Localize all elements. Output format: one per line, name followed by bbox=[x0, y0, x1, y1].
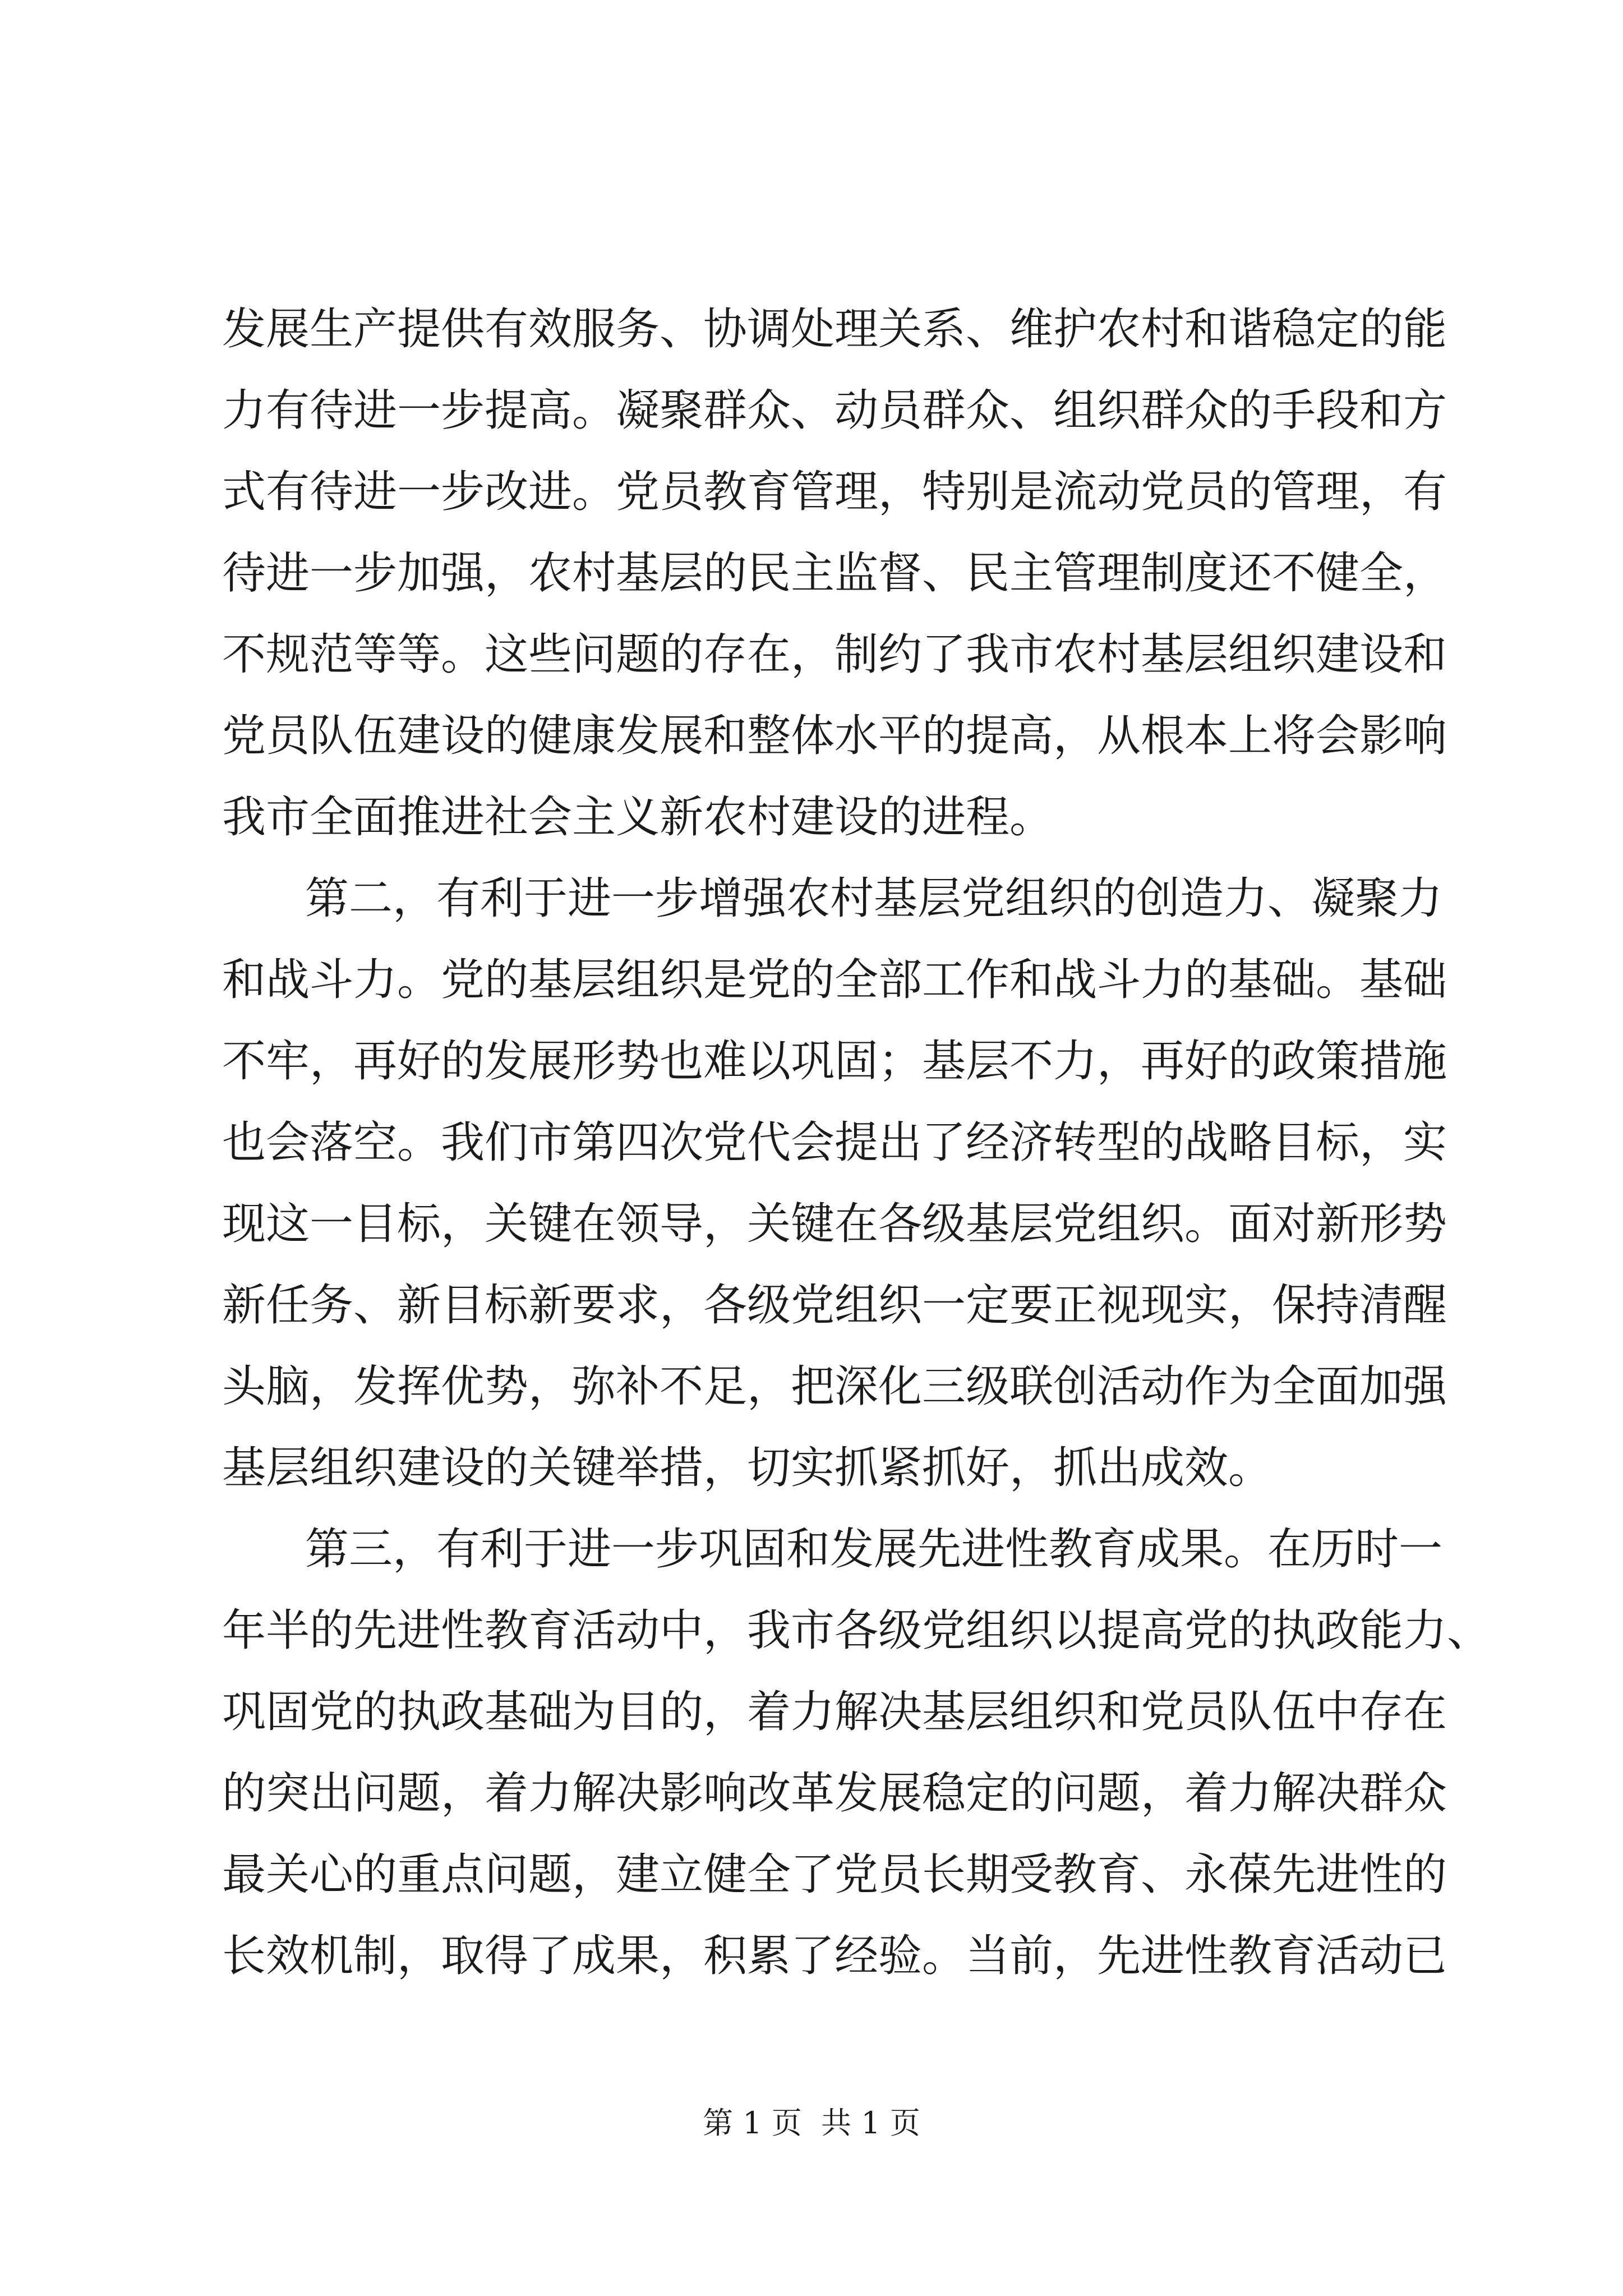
text-line-2: 力有待进一步提高。凝聚群众、动员群众、组织群众的手段和方 bbox=[222, 385, 1447, 436]
text-line-4: 待进一步加强，农村基层的民主监督、民主管理制度还不健全， bbox=[222, 548, 1447, 599]
text-line-14: 头脑，发挥优势，弥补不足，把深化三级联创活动作为全面加强 bbox=[222, 1361, 1447, 1412]
text-line-17: 年半的先进性教育活动中，我市各级党组织以提高党的执政能力、 bbox=[222, 1605, 1491, 1656]
text-line-19: 的突出问题，着力解决影响改革发展稳定的问题，着力解决群众 bbox=[222, 1768, 1447, 1819]
text-line-12: 现这一目标，关键在领导，关键在各级基层党组织。面对新形势 bbox=[222, 1199, 1447, 1249]
page-footer: 第 1 页 共 1 页 bbox=[703, 2105, 920, 2141]
text-line-20: 最关心的重点问题，建立健全了党员长期受教育、永葆先进性的 bbox=[222, 1849, 1447, 1900]
text-line-15: 基层组织建设的关键举措，切实抓紧抓好，抓出成效。 bbox=[222, 1443, 1272, 1493]
paragraph-3-first-line: 第三，有利于进一步巩固和发展先进性教育成果。在历时一 bbox=[305, 1524, 1443, 1575]
text-line-11: 也会落空。我们市第四次党代会提出了经济转型的战略目标，实 bbox=[222, 1117, 1447, 1168]
text-line-3: 式有待进一步改进。党员教育管理，特别是流动党员的管理，有 bbox=[222, 467, 1447, 517]
text-line-1: 发展生产提供有效服务、协调处理关系、维护农村和谐稳定的能 bbox=[222, 304, 1447, 355]
text-line-7: 我市全面推进社会主义新农村建设的进程。 bbox=[222, 792, 1054, 843]
text-line-18: 巩固党的执政基础为目的，着力解决基层组织和党员队伍中存在 bbox=[222, 1687, 1447, 1737]
paragraph-2-first-line: 第二，有利于进一步增强农村基层党组织的创造力、凝聚力 bbox=[305, 873, 1443, 924]
text-line-6: 党员队伍建设的健康发展和整体水平的提高，从根本上将会影响 bbox=[222, 711, 1447, 761]
text-line-10: 不牢，再好的发展形势也难以巩固；基层不力，再好的政策措施 bbox=[222, 1036, 1447, 1087]
text-line-9: 和战斗力。党的基层组织是党的全部工作和战斗力的基础。基础 bbox=[222, 955, 1447, 1005]
text-line-5: 不规范等等。这些问题的存在，制约了我市农村基层组织建设和 bbox=[222, 629, 1447, 680]
text-line-21: 长效机制，取得了成果，积累了经验。当前，先进性教育活动已 bbox=[222, 1931, 1447, 1981]
text-line-13: 新任务、新目标新要求，各级党组织一定要正视现实，保持清醒 bbox=[222, 1280, 1447, 1331]
